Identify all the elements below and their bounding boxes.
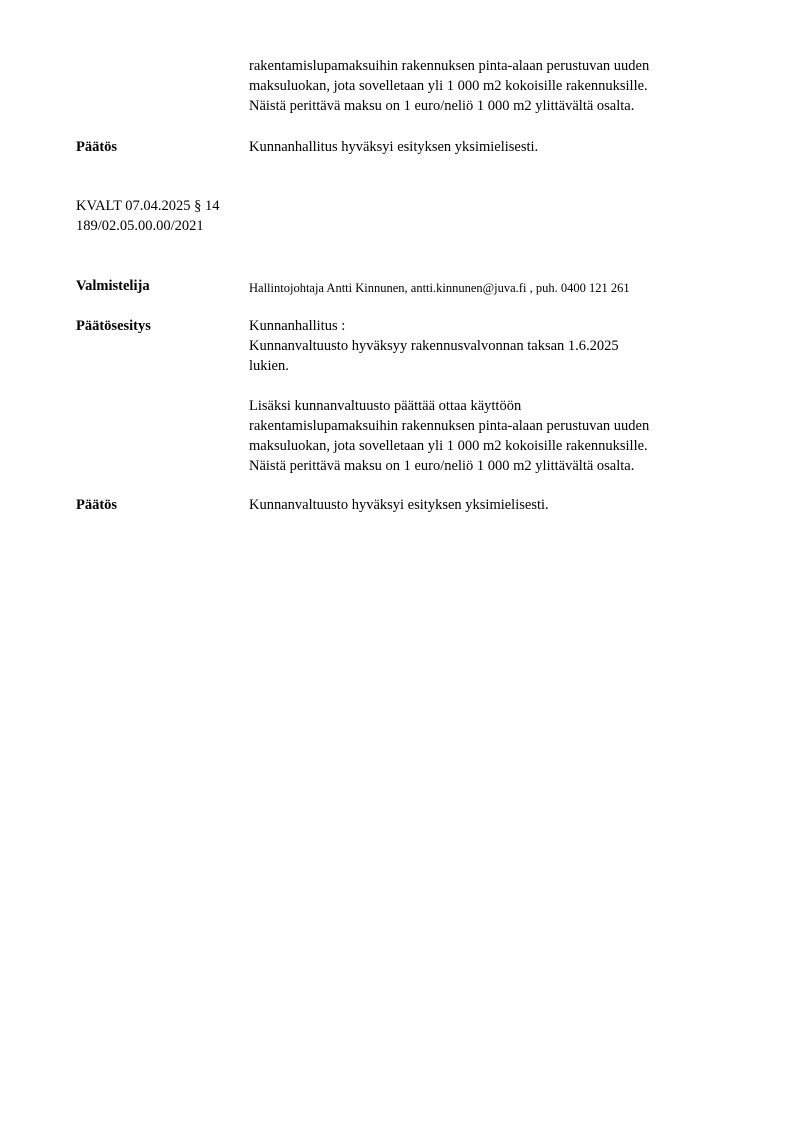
continuation-line-3: Näistä perittävä maksu on 1 euro/neliö 1 000 m2 ylittävältä osalta.: [249, 98, 635, 114]
preparer-label: Valmistelija: [76, 278, 150, 294]
decision-label-1: Päätös: [76, 139, 118, 155]
proposal-line-7: Näistä perittävä maksu on 1 euro/neliö 1 000 m2 ylittävältä osalta.: [249, 458, 635, 474]
proposal-line-4: Lisäksi kunnanvaltuusto päättää ottaa käyttöön: [249, 398, 522, 414]
decision-text-1: Kunnanhallitus hyväksyi esityksen yksimielisesti.: [249, 139, 539, 155]
proposal-line-1: Kunnanhallitus :: [249, 318, 346, 334]
proposal-line-6: maksuluokan, jota sovelletaan yli 1 000 m2 kokoisille rakennuksille.: [249, 438, 648, 454]
preparer-text: Hallintojohtaja Antti Kinnunen, antti.kinnunen@juva.fi , puh. 0400 121 261: [249, 281, 630, 295]
proposal-label: Päätösesitys: [76, 318, 151, 334]
proposal-line-5: rakentamislupamaksuihin rakennuksen pinta-alaan perustuvan uuden: [249, 418, 650, 434]
proposal-line-2: Kunnanvaltuusto hyväksyy rakennusvalvonnan taksan 1.6.2025: [249, 338, 619, 354]
meeting-reference: KVALT 07.04.2025 § 14: [76, 198, 220, 214]
decision-text-2: Kunnanvaltuusto hyväksyi esityksen yksimielisesti.: [249, 497, 549, 513]
diary-number: 189/02.05.00.00/2021: [76, 218, 204, 234]
proposal-line-3: lukien.: [249, 358, 289, 374]
continuation-line-2: maksuluokan, jota sovelletaan yli 1 000 m2 kokoisille rakennuksille.: [249, 78, 648, 94]
continuation-line-1: rakentamislupamaksuihin rakennuksen pinta-alaan perustuvan uuden: [249, 58, 650, 74]
decision-label-2: Päätös: [76, 497, 118, 513]
